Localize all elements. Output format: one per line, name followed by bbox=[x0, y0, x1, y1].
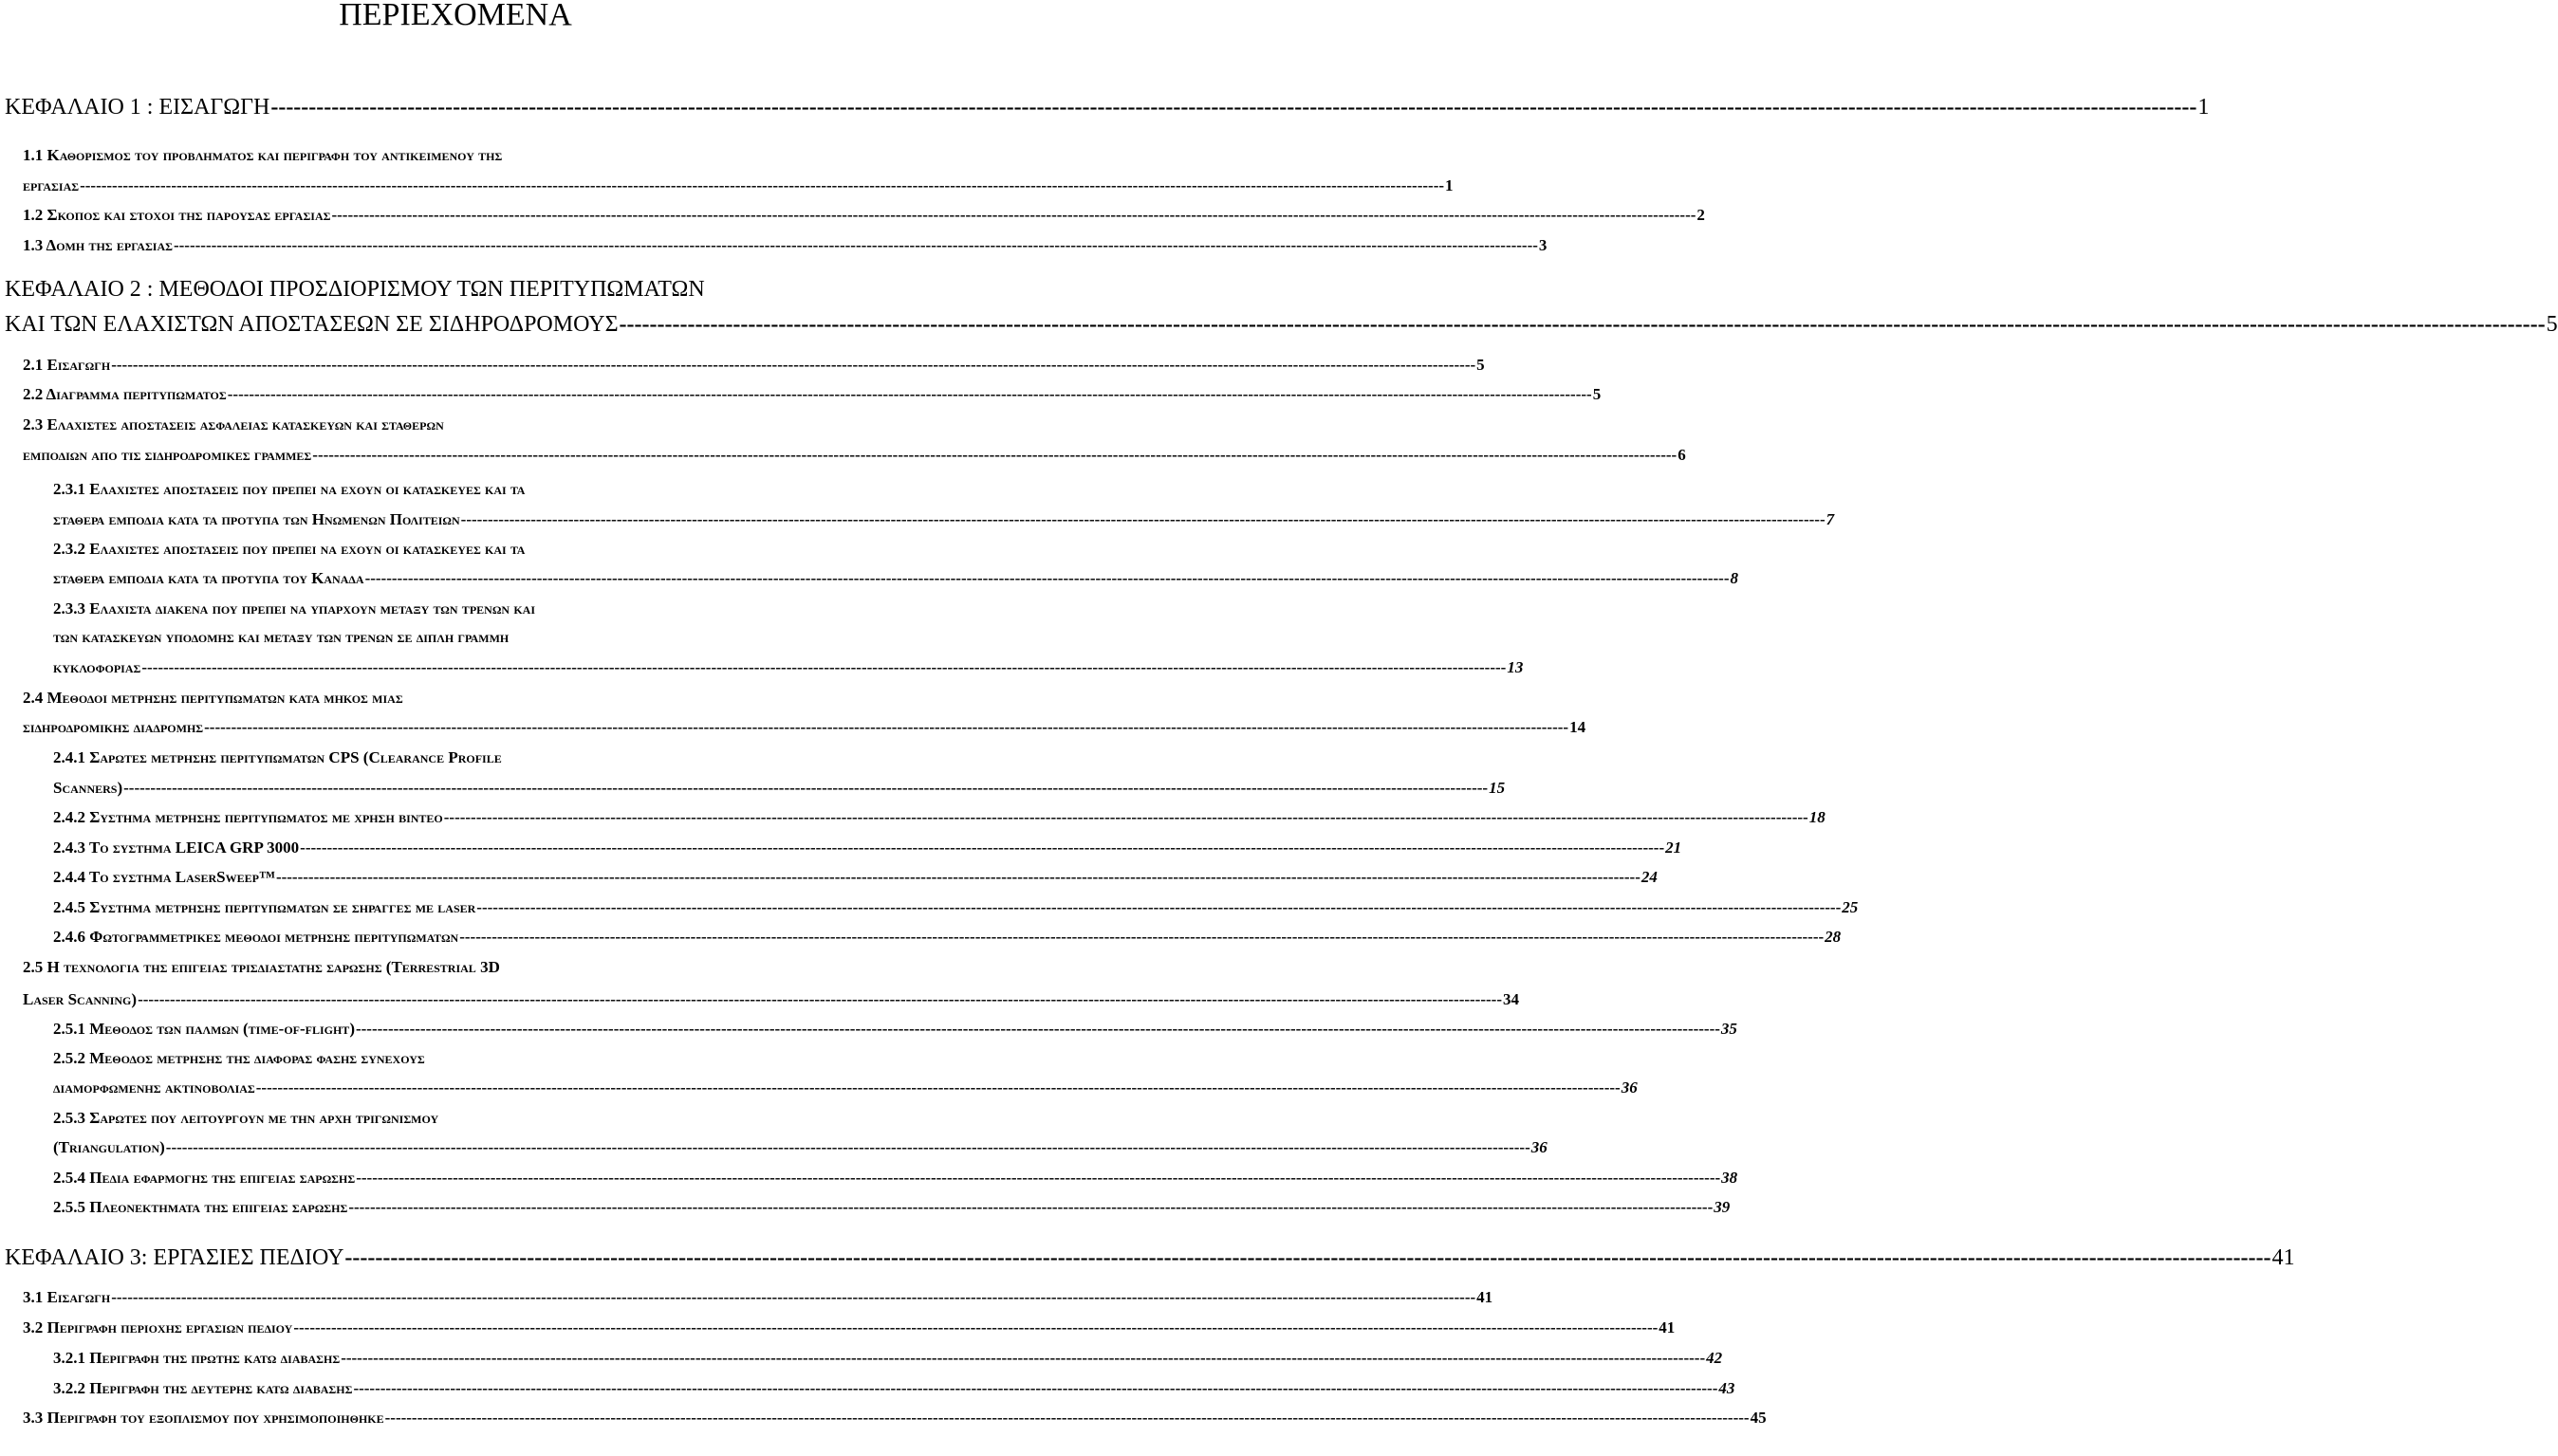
toc-entry-title: 2.4.3 Το συστημα LEICA GRP 3000 bbox=[53, 839, 300, 857]
toc-entry bbox=[0, 958, 911, 977]
toc-entry bbox=[0, 1198, 1731, 1217]
toc-page-number: 41 bbox=[2271, 1245, 2295, 1270]
toc-entry-title: σταθερα εμποδια κατα τα προτυπα του Καναδα bbox=[53, 569, 364, 587]
toc-entry bbox=[0, 748, 911, 767]
toc-entry-title: των κατασκευων υποδομης και μεταξυ των τρενων σε διπλη γραμμη bbox=[53, 628, 510, 646]
toc-entry-title: 2.5.1 Μεθοδος των παλμων (time-of-flight) bbox=[53, 1020, 355, 1038]
toc-entry bbox=[0, 1078, 1638, 1097]
toc-leader: -------------------------------------------------------------------------------------------------------------------------------------------------------------------------------------------------------------------------------------------------------------- bbox=[476, 898, 1842, 916]
toc-entry bbox=[0, 689, 911, 708]
toc-leader: -------------------------------------------------------------------------------------------------------------------------------------------------------------------------------------------------------------------------------------------------------------- bbox=[111, 356, 1476, 374]
toc-leader: -------------------------------------------------------------------------------------------------------------------------------------------------------------------------------------------------------------------------------------------------------------- bbox=[227, 385, 1592, 403]
toc-page-number: 45 bbox=[1750, 1409, 1767, 1427]
toc-page-number: 36 bbox=[1621, 1078, 1638, 1097]
toc-entry-title: εργασιας bbox=[23, 176, 80, 194]
toc-leader: -------------------------------------------------------------------------------------------------------------------------------------------------------------------------------------------------------------------------------------------------------------- bbox=[331, 206, 1696, 224]
toc-entry bbox=[0, 480, 911, 499]
toc-entry bbox=[0, 385, 1602, 404]
toc-entry-title: ΚΕΦΑΛΑΙΟ 1 : ΕΙΣΑΓΩΓΗ bbox=[5, 95, 270, 120]
toc-entry-title: 2.3.3 Ελαχιστα διακενα που πρεπει να υπαρχουν μεταξυ των τρενων και bbox=[53, 599, 536, 617]
toc-leader: -------------------------------------------------------------------------------------------------------------------------------------------------------------------------------------------------------------------------------------------------------------- bbox=[123, 779, 1489, 797]
toc-entry-title: 2.4.6 Φωτογραμμετρικες μεθοδοι μετρησης περιτυπωματων bbox=[53, 928, 459, 946]
toc-leader: -------------------------------------------------------------------------------------------------------------------------------------------------------------------------------------------------------------------------------------------------------------- bbox=[255, 1078, 1621, 1097]
toc-page-number: 35 bbox=[1720, 1020, 1737, 1038]
toc-entry bbox=[0, 356, 1485, 375]
toc-entry-title: 1.2 Σκοπος και στοχοι της παρουσας εργασιας bbox=[23, 206, 331, 224]
toc-entry bbox=[0, 540, 911, 559]
toc-leader: -------------------------------------------------------------------------------------------------------------------------------------------------------------------------------------------------------------------------------------------------------------- bbox=[293, 1318, 1659, 1336]
toc-leader: -------------------------------------------------------------------------------------------------------------------------------------------------------------------------------------------------------------------------------------------------------------- bbox=[460, 510, 1826, 528]
toc-page-number: 8 bbox=[1730, 569, 1739, 587]
page-title: ΠΕΡΙΕΧΟΜΕΝΑ bbox=[339, 0, 572, 32]
toc-page-number: 36 bbox=[1530, 1138, 1548, 1156]
toc-entry-title: 3.3 Περιγραφη του εξοπλισμου που χρησιμοποιηθηκε bbox=[23, 1409, 384, 1427]
toc-page-number: 28 bbox=[1825, 928, 1842, 946]
toc-entry bbox=[0, 206, 1705, 225]
toc-entry bbox=[0, 236, 1548, 255]
toc-entry-title: Scanners) bbox=[53, 779, 123, 797]
toc-entry bbox=[0, 990, 1519, 1009]
toc-leader: -------------------------------------------------------------------------------------------------------------------------------------------------------------------------------------------------------------------------------------------------------------- bbox=[344, 1245, 2271, 1270]
toc-entry bbox=[0, 928, 1842, 947]
toc-entry-title: ΚΕΦΑΛΑΙΟ 3: ΕΡΓΑΣΙΕΣ ΠΕΔΙΟΥ bbox=[5, 1245, 344, 1270]
toc-entry bbox=[0, 176, 1454, 195]
toc-entry-title: 3.2.1 Περιγραφη της πρωτης κατω διαβασης bbox=[53, 1349, 341, 1367]
toc-leader: -------------------------------------------------------------------------------------------------------------------------------------------------------------------------------------------------------------------------------------------------------------- bbox=[173, 236, 1538, 254]
toc-entry-title: 2.5.5 Πλεονεκτηματα της επιγειας σαρωσης bbox=[53, 1198, 348, 1216]
toc-entry-title: ΚΕΦΑΛΑΙΟ 2 : ΜΕΘΟΔΟΙ ΠΡΟΣΔΙΟΡΙΣΜΟΥ ΤΩΝ ΠΕΡΙΤΥΠΩΜΑΤΩΝ bbox=[5, 277, 705, 302]
toc-entry bbox=[0, 446, 1686, 465]
toc-page-number: 7 bbox=[1826, 510, 1835, 528]
toc-page-number: 34 bbox=[1503, 990, 1519, 1008]
toc-page-number: 6 bbox=[1678, 446, 1686, 464]
toc-entry-title: 2.5.2 Μεθοδος μετρησης της διαφορας φασης συνεχους bbox=[53, 1049, 425, 1067]
toc-page-number: 24 bbox=[1640, 868, 1658, 886]
toc-entry bbox=[0, 1245, 2295, 1271]
toc-leader: -------------------------------------------------------------------------------------------------------------------------------------------------------------------------------------------------------------------------------------------------------------- bbox=[204, 718, 1569, 736]
toc-page-number: 5 bbox=[1592, 385, 1602, 403]
toc-leader: -------------------------------------------------------------------------------------------------------------------------------------------------------------------------------------------------------------------------------------------------------------- bbox=[619, 312, 2546, 337]
toc-page-number: 14 bbox=[1569, 718, 1586, 736]
toc-leader: -------------------------------------------------------------------------------------------------------------------------------------------------------------------------------------------------------------------------------------------------------------- bbox=[355, 1020, 1720, 1038]
toc-leader: -------------------------------------------------------------------------------------------------------------------------------------------------------------------------------------------------------------------------------------------------------------- bbox=[270, 95, 2197, 120]
toc-entry bbox=[0, 95, 2210, 120]
toc-leader: -------------------------------------------------------------------------------------------------------------------------------------------------------------------------------------------------------------------------------------------------------------- bbox=[300, 839, 1665, 857]
toc-page-number: 39 bbox=[1714, 1198, 1731, 1216]
toc-leader: -------------------------------------------------------------------------------------------------------------------------------------------------------------------------------------------------------------------------------------------------------------- bbox=[348, 1198, 1714, 1216]
toc-entry-title: 2.3.1 Ελαχιστες αποστασεις που πρεπει να εχουν οι κατασκευες και τα bbox=[53, 480, 526, 498]
toc-page-number: 43 bbox=[1718, 1379, 1735, 1397]
toc-entry bbox=[0, 1109, 911, 1128]
toc-entry-title: 2.4.1 Σαρωτες μετρησης περιτυπωματων CPS (Clearance Profile bbox=[53, 748, 502, 766]
toc-entry-title: διαμορφωμενης ακτινοβολιας bbox=[53, 1078, 255, 1097]
toc-entry bbox=[0, 868, 1658, 887]
toc-page-number: 25 bbox=[1842, 898, 1859, 916]
toc-entry bbox=[0, 277, 911, 303]
toc-leader: -------------------------------------------------------------------------------------------------------------------------------------------------------------------------------------------------------------------------------------------------------------- bbox=[141, 658, 1507, 676]
toc-entry-title: 2.3.2 Ελαχιστες αποστασεις που πρεπει να εχουν οι κατασκευες και τα bbox=[53, 540, 526, 558]
toc-entry-title: 3.2.2 Περιγραφη της δευτερης κατω διαβασης bbox=[53, 1379, 353, 1397]
toc-leader: -------------------------------------------------------------------------------------------------------------------------------------------------------------------------------------------------------------------------------------------------------------- bbox=[165, 1138, 1530, 1156]
toc-entry-title: 2.4 Μεθοδοι μετρησης περιτυπωματων κατα μηκος μιας bbox=[23, 689, 403, 707]
toc-entry bbox=[0, 1049, 911, 1068]
toc-entry-title: Laser Scanning) bbox=[23, 990, 138, 1008]
toc-entry bbox=[0, 1379, 1735, 1398]
toc-entry bbox=[0, 1169, 1738, 1188]
toc-entry bbox=[0, 808, 1826, 827]
toc-entry bbox=[0, 628, 911, 647]
toc-page-number: 15 bbox=[1489, 779, 1506, 797]
toc-entry bbox=[0, 569, 1739, 588]
toc-page-number: 2 bbox=[1696, 206, 1705, 224]
toc-leader: -------------------------------------------------------------------------------------------------------------------------------------------------------------------------------------------------------------------------------------------------------------- bbox=[138, 990, 1502, 1008]
toc-page-number: 13 bbox=[1507, 658, 1524, 676]
toc-leader: -------------------------------------------------------------------------------------------------------------------------------------------------------------------------------------------------------------------------------------------------------------- bbox=[364, 569, 1730, 587]
toc-entry-title: 2.5.4 Πεδια εφαρμογης της επιγειας σαρωσης bbox=[53, 1169, 356, 1187]
toc-leader: -------------------------------------------------------------------------------------------------------------------------------------------------------------------------------------------------------------------------------------------------------------- bbox=[341, 1349, 1706, 1367]
toc-leader: -------------------------------------------------------------------------------------------------------------------------------------------------------------------------------------------------------------------------------------------------------------- bbox=[111, 1288, 1476, 1306]
toc-entry-title: 2.2 Διαγραμμα περιτυπωματος bbox=[23, 385, 227, 403]
toc-entry-title: 1.3 Δομη της εργασιας bbox=[23, 236, 173, 254]
toc-entry-title: 2.3 Ελαχιστες αποστασεις ασφαλειας κατασκευων και σταθερων bbox=[23, 415, 444, 433]
toc-leader: -------------------------------------------------------------------------------------------------------------------------------------------------------------------------------------------------------------------------------------------------------------- bbox=[356, 1169, 1721, 1187]
toc-leader: -------------------------------------------------------------------------------------------------------------------------------------------------------------------------------------------------------------------------------------------------------------- bbox=[80, 176, 1445, 194]
toc-entry-title: 2.1 Εισαγωγη bbox=[23, 356, 111, 374]
toc-entry bbox=[0, 1288, 1493, 1307]
toc-page-number: 1 bbox=[1445, 176, 1454, 194]
toc-page-number: 18 bbox=[1808, 808, 1826, 826]
toc-entry bbox=[0, 1020, 1737, 1039]
toc-entry bbox=[0, 415, 911, 434]
toc-leader: -------------------------------------------------------------------------------------------------------------------------------------------------------------------------------------------------------------------------------------------------------------- bbox=[312, 446, 1678, 464]
toc-entry bbox=[0, 658, 1524, 677]
toc-entry bbox=[0, 510, 1835, 529]
toc-entry-title: 3.1 Εισαγωγη bbox=[23, 1288, 111, 1306]
toc-entry bbox=[0, 718, 1586, 737]
toc-entry bbox=[0, 1409, 1767, 1428]
toc-entry bbox=[0, 312, 2558, 338]
toc-leader: -------------------------------------------------------------------------------------------------------------------------------------------------------------------------------------------------------------------------------------------------------------- bbox=[353, 1379, 1718, 1397]
toc-entry bbox=[0, 1349, 1723, 1368]
toc-entry-title: 2.4.4 Το συστημα LaserSweep™ bbox=[53, 868, 275, 886]
toc-page-number: 41 bbox=[1659, 1318, 1676, 1336]
toc-entry-title: 2.5 Η τεχνολογια της επιγειας τρισδιαστατης σαρωσης (Terrestrial 3D bbox=[23, 958, 500, 976]
toc-leader: -------------------------------------------------------------------------------------------------------------------------------------------------------------------------------------------------------------------------------------------------------------- bbox=[384, 1409, 1750, 1427]
toc-entry-title: 1.1 Καθορισμος του προβληματος και περιγραφη του αντικειμενου της bbox=[23, 146, 503, 164]
toc-page-number: 1 bbox=[2197, 95, 2210, 120]
toc-entry-title: εμποδιων απο τις σιδηροδρομικες γραμμες bbox=[23, 446, 312, 464]
toc-page-number: 41 bbox=[1476, 1288, 1493, 1306]
toc-entry bbox=[0, 839, 1682, 857]
toc-page-number: 38 bbox=[1721, 1169, 1738, 1187]
toc-entry-title: σταθερα εμποδια κατα τα προτυπα των Ηνωμενων Πολιτειων bbox=[53, 510, 460, 528]
toc-entry bbox=[0, 146, 911, 165]
toc-entry-title: 2.4.2 Συστημα μετρησης περιτυπωματος με χρηση βιντεο bbox=[53, 808, 443, 826]
toc-page-number: 21 bbox=[1665, 839, 1682, 857]
toc-entry-title: 2.5.3 Σαρωτες που λειτουργουν με την αρχη τριγωνισμου bbox=[53, 1109, 439, 1127]
toc-entry-title: 3.2 Περιγραφη περιοχης εργασιων πεδιου bbox=[23, 1318, 293, 1336]
toc-entry-title: σιδηροδρομικης διαδρομης bbox=[23, 718, 204, 736]
toc-page-number: 3 bbox=[1538, 236, 1548, 254]
toc-entry bbox=[0, 599, 911, 618]
toc-entry bbox=[0, 1318, 1676, 1337]
toc-leader: -------------------------------------------------------------------------------------------------------------------------------------------------------------------------------------------------------------------------------------------------------------- bbox=[459, 928, 1825, 946]
toc-leader: -------------------------------------------------------------------------------------------------------------------------------------------------------------------------------------------------------------------------------------------------------------- bbox=[443, 808, 1808, 826]
toc-entry-title: 2.4.5 Συστημα μετρησης περιτυπωματων σε σηραγγες με laser bbox=[53, 898, 476, 916]
toc-entry bbox=[0, 1138, 1548, 1157]
toc-leader: -------------------------------------------------------------------------------------------------------------------------------------------------------------------------------------------------------------------------------------------------------------- bbox=[275, 868, 1640, 886]
toc-page-number: 42 bbox=[1706, 1349, 1723, 1367]
toc-entry bbox=[0, 898, 1859, 917]
toc-entry-title: (Triangulation) bbox=[53, 1138, 165, 1156]
toc-page-number: 5 bbox=[2546, 312, 2558, 337]
toc-page-number: 5 bbox=[1476, 356, 1485, 374]
toc-entry bbox=[0, 779, 1506, 798]
toc-entry-title: ΚΑΙ ΤΩΝ ΕΛΑΧΙΣΤΩΝ ΑΠΟΣΤΑΣΕΩΝ ΣΕ ΣΙΔΗΡΟΔΡΟΜΟΥΣ bbox=[5, 312, 619, 337]
toc-entry-title: κυκλοφοριας bbox=[53, 658, 141, 676]
